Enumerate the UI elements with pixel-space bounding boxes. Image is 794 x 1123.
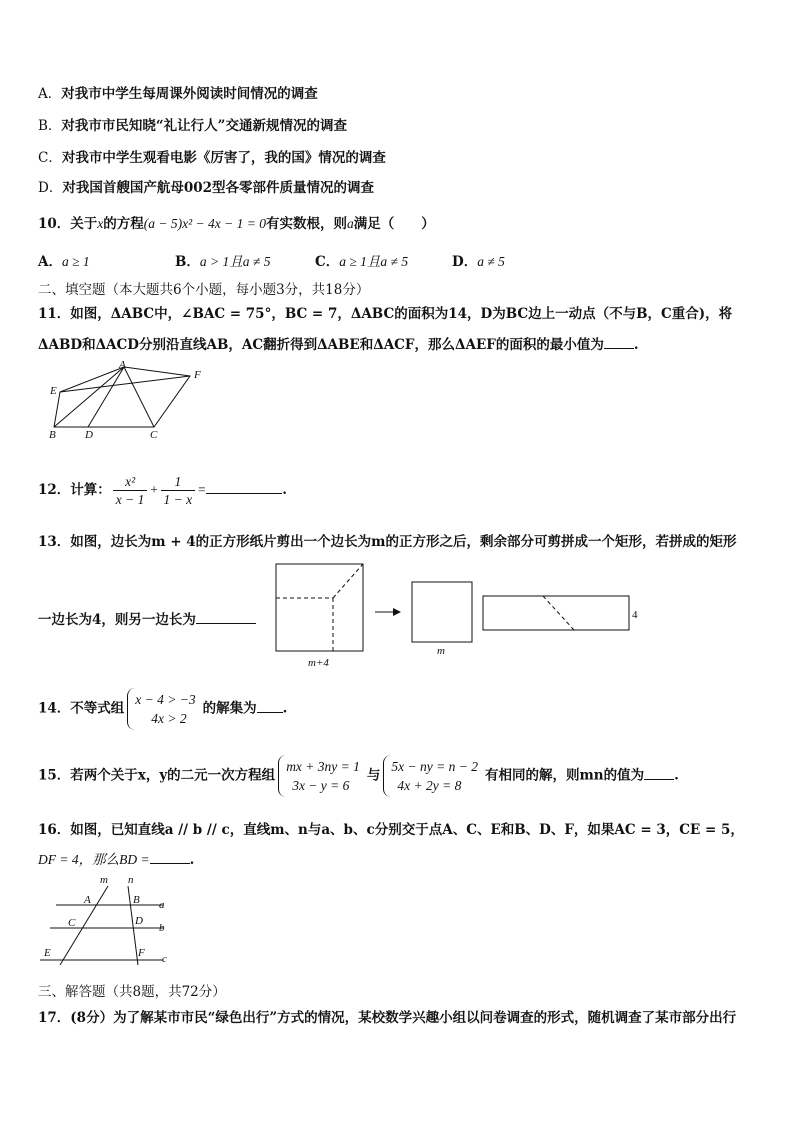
point-label: A (84, 894, 91, 906)
point-label: F (138, 947, 145, 959)
question-15: 15．若两个关于x，y的二元一次方程组 mx + 3ny = 1 3x − y = 6 与 5x − ny = n − 2 4x + 2y = 8 有相同的解，则mn的值为 . (38, 755, 679, 797)
inequality-system: x − 4 > −3 4x > 2 (127, 688, 199, 730)
point-label: C (68, 917, 76, 929)
point-label: E (44, 947, 51, 959)
side-label: m+4 (308, 657, 329, 669)
equation-system: 5x − ny = n − 2 4x + 2y = 8 (383, 755, 482, 797)
point-label: C (150, 429, 158, 441)
section-heading: 二、填空题（本大题共6个小题，每小题3分，共18分） (38, 282, 370, 298)
option-letter: C． (38, 150, 62, 166)
option-letter: D． (38, 180, 63, 196)
equation-system: mx + 3ny = 1 3x − y = 6 (278, 755, 364, 797)
question-17: 17．(8分）为了解某市市民“绿色出行”方式的情况，某校数学兴趣小组以问卷调查的形式，随机调查了某市部分出行 (38, 1010, 737, 1026)
question-12: 12．计算： $\frac{\text{x²}}{x - 1}$ + $\frac{1}{1 - x}$ = . (38, 474, 287, 507)
option-d (38, 176, 374, 196)
answer-blank (196, 609, 256, 624)
point-label: E (50, 385, 57, 397)
answer-blank (644, 765, 674, 780)
point-label: D (135, 915, 143, 927)
answer-blank (604, 334, 634, 349)
line-label: m (100, 874, 108, 886)
option-text: 对我市市民知晓“礼让行人”交通新规情况的调查 (61, 118, 347, 134)
option-b (38, 114, 347, 134)
option-a: A．a ≥ 1 (38, 254, 90, 270)
fraction: $\frac{\text{x²}}{x - 1}$ (113, 473, 148, 508)
point-label: A (119, 359, 126, 371)
option-b: B．a > 1且a ≠ 5 (175, 254, 271, 270)
option-a (38, 82, 318, 102)
question-11-line1: 11．如图，ΔABC中，∠BAC = 75°，BC = 7，ΔABC的面积为14，D为BC边上一动点（不与B，C重合)，将 (38, 306, 733, 322)
answer-blank (206, 479, 282, 494)
figure-q11 (48, 359, 208, 442)
question-14: 14．不等式组 x − 4 > −3 4x > 2 的解集为 . (38, 688, 287, 730)
question-10: 10．关于x的方程(a − 5)x² − 4x − 1 = 0有实数根，则a满足（ ） (38, 216, 435, 232)
point-label: F (194, 369, 201, 381)
option-d: D．a ≠ 5 (452, 254, 505, 270)
fraction: $\frac{1}{1 - x}$ (161, 473, 196, 508)
option-text: 对我市中学生观看电影《厉害了，我的国》情况的调查 (61, 150, 386, 166)
figure-q16 (38, 872, 178, 972)
option-c (38, 146, 386, 166)
line-label: b (159, 922, 165, 934)
point-label: D (85, 429, 93, 441)
line-label: n (128, 874, 134, 886)
point-label: B (49, 429, 56, 441)
answer-blank (150, 849, 190, 864)
question-16-line2: DF = 4，那么BD = . (38, 848, 194, 868)
option-text: 对我国首艘国产航母002型各零部件质量情况的调查 (62, 180, 375, 196)
point-label: B (133, 894, 140, 906)
option-text: 对我市中学生每周课外阅读时间情况的调查 (61, 86, 318, 102)
figure-q13 (270, 560, 650, 670)
answer-blank (257, 698, 283, 713)
question-13-line2: 一边长为4，则另一边长为 (38, 608, 256, 628)
section-heading: 三、解答题（共8题，共72分） (38, 984, 226, 1000)
side-label: 4 (632, 609, 638, 621)
question-13-line1: 13．如图，边长为m + 4的正方形纸片剪出一个边长为m的正方形之后，剩余部分可剪拼成一个矩形，若拼成的矩形 (38, 534, 737, 550)
question-16-line1: 16．如图，已知直线a // b // c，直线m、n与a、b、c分别交于点A、C、E和B、D、F，如果AC = 3，CE = 5， (38, 822, 744, 838)
option-letter: A． (38, 86, 62, 102)
side-label: m (437, 645, 445, 657)
option-c: C．a ≥ 1且a ≠ 5 (315, 254, 409, 270)
equation: (a − 5)x² − 4x − 1 = 0 (143, 216, 267, 231)
option-letter: B． (38, 118, 62, 134)
line-label: a (159, 899, 165, 911)
question-11-line2: ΔABD和ΔACD分别沿直线AB，AC翻折得到ΔABE和ΔACF，那么ΔAEF的面积的最小值为 . (38, 333, 639, 353)
line-label: c (162, 953, 167, 965)
